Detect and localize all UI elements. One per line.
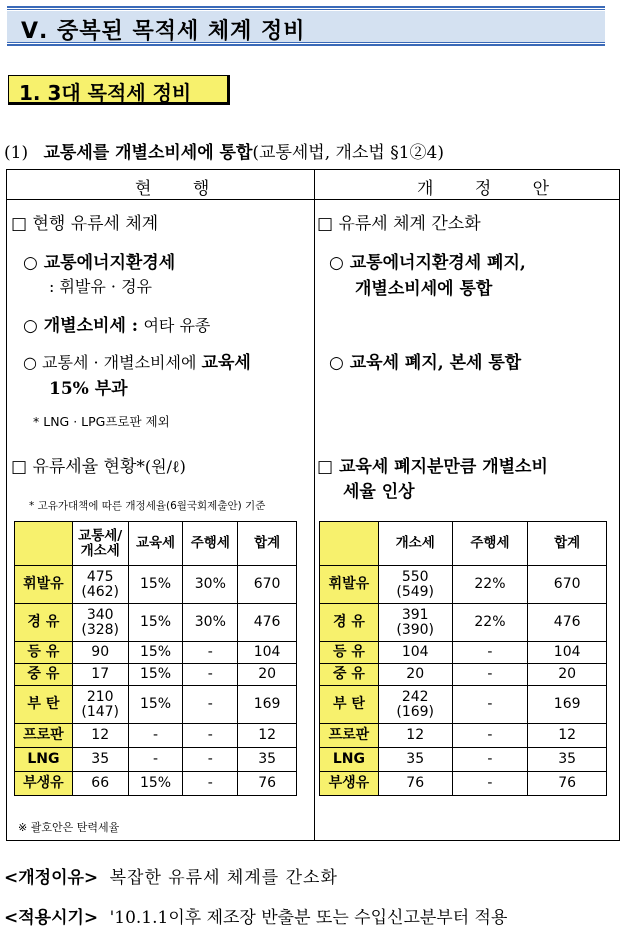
current-rate-cell: -: [183, 748, 238, 772]
proposed-rate-row: [320, 604, 607, 642]
proposed-rate-header-cell: 개소세: [378, 522, 452, 566]
proposed-rate-cell: 76: [528, 772, 607, 796]
proposed-rate-row-label: 등 유: [320, 642, 379, 664]
current-rate-row-label: 중 유: [15, 664, 73, 686]
current-rate-cell: 17: [72, 664, 128, 686]
proposed-rate-corner-cell: [320, 522, 379, 566]
proposed-rate-cell: 35: [378, 748, 452, 772]
item-title: [4, 138, 444, 163]
current-rate-cell: 12: [238, 724, 297, 748]
current-rate-cell: -: [183, 772, 238, 796]
proposed-rate-cell: -: [452, 664, 528, 686]
current-rate-cell: -: [183, 664, 238, 686]
current-item1: ○ 교통에너지환경세: [23, 253, 176, 273]
proposed-rate-row-label: 휘발유: [320, 566, 379, 604]
current-rate-cell: 35: [238, 748, 297, 772]
column-divider: [314, 170, 315, 840]
effective-text: '10.1.1이후 제조장 반출분 또는 수입신고분부터 적용: [109, 908, 508, 928]
proposed-rate-header-row: [320, 522, 607, 566]
current-rate-cell: 340 (328): [72, 604, 128, 642]
current-rate-cell: -: [183, 642, 238, 664]
current-rate-cell: -: [183, 686, 238, 724]
item-title-text: 교통세를 개별소비세에 통합: [43, 143, 253, 163]
proposed-rate-row: [320, 642, 607, 664]
proposed-rate-cell: -: [452, 724, 528, 748]
proposed-rate-row: [320, 724, 607, 748]
proposed-rate-cell: -: [452, 686, 528, 724]
current-rate-table: [14, 521, 297, 796]
reason-label: <개정이유>: [4, 868, 99, 888]
column-proposed-header: 개 정 안: [417, 179, 568, 199]
current-rate-cell: -: [128, 748, 183, 772]
proposed-item1-cont: 개별소비세에 통합: [355, 279, 493, 299]
proposed-rate-row-label: LNG: [320, 748, 379, 772]
current-rate-row-label: 휘발유: [15, 566, 73, 604]
proposed-rate-cell: 104: [528, 642, 607, 664]
subsection-title: 1. 3대 목적세 정비: [19, 81, 192, 105]
current-rate-footnote: * 고유가대책에 따른 개정세율(6월국회제출안) 기준: [29, 500, 266, 512]
proposed-rate-cell: 169: [528, 686, 607, 724]
current-rate-cell: 15%: [128, 566, 183, 604]
proposed-rate-cell: 476: [528, 604, 607, 642]
proposed-item2: ○ 교육세 폐지, 본세 통합: [329, 353, 522, 373]
current-rate-row-label: 부 탄: [15, 686, 73, 724]
current-rate-row-label: LNG: [15, 748, 73, 772]
current-rate-cell: 476: [238, 604, 297, 642]
current-rate-row: [15, 772, 297, 796]
proposed-rate-row-label: 부생유: [320, 772, 379, 796]
section-title: Ⅴ. 중복된 목적세 체계 정비: [21, 19, 306, 44]
proposed-rate-cell: 242 (169): [378, 686, 452, 724]
current-item3-rate: 15% 부과: [49, 379, 128, 399]
proposed-rate-cell: -: [452, 772, 528, 796]
proposed-box2-cont: 세율 인상: [343, 482, 415, 502]
proposed-rate-cell: 104: [378, 642, 452, 664]
current-rate-corner-cell: [15, 522, 73, 566]
current-item2: [23, 311, 210, 336]
current-rate-cell: 12: [72, 724, 128, 748]
current-rate-row: [15, 686, 297, 724]
current-rate-header-cell: 합계: [238, 522, 297, 566]
current-rate-row: [15, 642, 297, 664]
proposed-rate-row: [320, 664, 607, 686]
column-current-header: 현 행: [135, 179, 228, 199]
proposed-item1: ○ 교통에너지환경세 폐지,: [329, 253, 526, 273]
current-rate-cell: 15%: [128, 664, 183, 686]
current-box2: [11, 452, 186, 477]
current-rate-row: [15, 604, 297, 642]
proposed-rate-table: [319, 521, 607, 796]
current-rate-row-label: 경 유: [15, 604, 73, 642]
proposed-rate-header-cell: 합계: [528, 522, 607, 566]
current-rate-cell: -: [128, 724, 183, 748]
current-rate-cell: 76: [238, 772, 297, 796]
current-rate-cell: 15%: [128, 642, 183, 664]
proposed-rate-cell: 12: [528, 724, 607, 748]
proposed-rate-cell: -: [452, 642, 528, 664]
proposed-rate-cell: 35: [528, 748, 607, 772]
current-rate-cell: 670: [238, 566, 297, 604]
comparison-header: [7, 170, 619, 200]
current-rate-row: [15, 566, 297, 604]
proposed-rate-cell: 22%: [452, 566, 528, 604]
proposed-rate-header-cell: 주행세: [452, 522, 528, 566]
current-rate-header-cell: 주행세: [183, 522, 238, 566]
current-item4-note: * LNG · LPG프로판 제외: [33, 414, 170, 429]
current-rate-header-cell: 교통세/ 개소세: [72, 522, 128, 566]
effective-label: <적용시기>: [4, 908, 99, 928]
effective-line: [4, 903, 507, 928]
current-item1-detail: : 휘발유 · 경유: [49, 277, 153, 296]
current-rate-cell: 90: [72, 642, 128, 664]
current-rate-cell: -: [183, 724, 238, 748]
proposed-rate-cell: 550 (549): [378, 566, 452, 604]
current-box2-title: □ 유류세율 현황*: [11, 457, 145, 477]
proposed-rate-cell: 391 (390): [378, 604, 452, 642]
proposed-rate-row-label: 경 유: [320, 604, 379, 642]
current-rate-cell: 30%: [183, 566, 238, 604]
current-item2-label: ○ 개별소비세 :: [23, 316, 139, 336]
current-rate-row-label: 부생유: [15, 772, 73, 796]
current-rate-cell: 66: [72, 772, 128, 796]
proposed-rate-row: [320, 686, 607, 724]
current-rate-cell: 15%: [128, 686, 183, 724]
section-banner: [7, 6, 605, 46]
proposed-rate-cell: 22%: [452, 604, 528, 642]
proposed-box1: □ 유류세 체계 간소화: [317, 214, 481, 234]
proposed-rate-row: [320, 748, 607, 772]
current-item3: [23, 348, 251, 373]
current-box1: □ 현행 유류세 체계: [11, 214, 159, 234]
proposed-rate-row: [320, 772, 607, 796]
item-reference: (교통세법, 개소법 §1②4): [252, 143, 444, 163]
proposed-rate-cell: 670: [528, 566, 607, 604]
current-rate-row: [15, 724, 297, 748]
current-rate-cell: 169: [238, 686, 297, 724]
current-rate-cell: 475 (462): [72, 566, 128, 604]
proposed-rate-cell: -: [452, 748, 528, 772]
current-rate-cell: 35: [72, 748, 128, 772]
reason-text: 복잡한 유류세 체계를 간소화: [109, 868, 338, 888]
proposed-rate-row: [320, 566, 607, 604]
proposed-rate-row-label: 부 탄: [320, 686, 379, 724]
current-rate-header-row: [15, 522, 297, 566]
current-rate-row: [15, 664, 297, 686]
proposed-rate-cell: 20: [378, 664, 452, 686]
proposed-rate-row-label: 프로판: [320, 724, 379, 748]
current-box2-unit: (원/ℓ): [144, 457, 186, 476]
current-rate-row-label: 등 유: [15, 642, 73, 664]
proposed-rate-cell: 12: [378, 724, 452, 748]
current-rate-cell: 15%: [128, 772, 183, 796]
current-rate-cell: 20: [238, 664, 297, 686]
proposed-rate-row-label: 중 유: [320, 664, 379, 686]
current-rate-cell: 210 (147): [72, 686, 128, 724]
current-rate-cell: 15%: [128, 604, 183, 642]
proposed-rate-cell: 20: [528, 664, 607, 686]
current-rate-cell: 30%: [183, 604, 238, 642]
proposed-rate-cell: 76: [378, 772, 452, 796]
reason-line: [4, 863, 338, 888]
current-item3-bold: 교육세: [201, 353, 251, 373]
current-rate-header-cell: 교육세: [128, 522, 183, 566]
current-rate-row: [15, 748, 297, 772]
current-item3-text: ○ 교통세 · 개별소비세에: [23, 353, 197, 372]
current-item2-value: 여타 유종: [143, 316, 211, 335]
subsection-title-box: [8, 75, 230, 105]
current-rate-row-label: 프로판: [15, 724, 73, 748]
item-number: (1): [4, 143, 29, 163]
proposed-box2: □ 교육세 폐지분만큼 개별소비: [317, 457, 548, 477]
current-rate-cell: 104: [238, 642, 297, 664]
elastic-rate-note: ※ 괄호안은 탄력세율: [18, 821, 120, 834]
